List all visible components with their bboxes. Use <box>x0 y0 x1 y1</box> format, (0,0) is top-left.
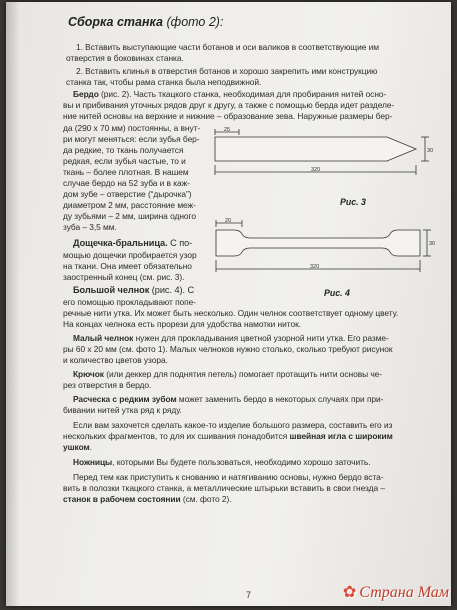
rascheska-text: может заменить бердо в некоторых случаях при при- <box>176 394 384 404</box>
berdo-line: дом зубе – отверстие (“дырочка”) <box>63 189 192 199</box>
bolshoe-paragraph-end <box>63 442 92 453</box>
intro-line: отверстия в боковинах станка. <box>66 53 184 63</box>
doshechka-line: мощью дощечки пробирается узор <box>63 250 197 260</box>
bolshoe-end: . <box>89 442 92 452</box>
page-number: 7 <box>246 590 252 600</box>
bolshoe-term: швейная игла с широким <box>289 431 393 441</box>
berdo-line: диаметром 2 мм, расстояние меж- <box>63 200 196 210</box>
heading-subtitle: (фото 2): <box>166 15 224 29</box>
chelnok-term: Большой челнок <box>73 285 150 295</box>
watermark <box>343 582 449 602</box>
final-paragraph-end <box>63 494 232 505</box>
intro-line: 2. Вставить клинья в отверстия ботанов и хорошо закрепить ими конструкцию <box>76 66 378 76</box>
fig3-dim-right: 30 <box>427 148 434 154</box>
chelnok-text: (рис. 4). С <box>149 285 195 295</box>
kryuchok-term: Крючок <box>73 369 104 379</box>
doshechka-paragraph-first <box>73 238 192 249</box>
berdo-term: Бердо <box>73 89 99 99</box>
figure-4-caption: Рис. 4 <box>324 288 350 298</box>
berdo-line: редкая, если зубья частые, то и <box>63 156 186 166</box>
intro-line: 1. Вставить выступающие части ботанов и оси валиков в соответствующие им <box>76 42 379 52</box>
bolshoe-line: Если вам захочется сделать какое-то изделие большого размера, составить его из <box>73 420 393 430</box>
berdo-line: да редкие, то ткань получается <box>63 145 184 155</box>
doshechka-line: на ткани. Она имеет обязательно <box>63 261 192 271</box>
doshechka-text: С по- <box>167 238 193 248</box>
fig4-dim-right: 30 <box>429 241 436 247</box>
rascheska-paragraph-first <box>73 394 383 405</box>
berdo-text: (рис. 2). Часть ткацкого станка, необходимая для пробирания нитей осно- <box>98 89 387 99</box>
berdo-line: да (290 х 70 мм) постоянны, а внут- <box>63 123 201 133</box>
berdo-line: ри могут меняться: если зубья бер- <box>63 134 200 144</box>
berdo-paragraph-first <box>73 89 386 100</box>
figure-3-caption: Рис. 3 <box>340 197 366 207</box>
fig4-dim-bottom: 320 <box>310 264 320 270</box>
fig3-dim-bottom: 320 <box>311 167 321 173</box>
maly-term: Малый челнок <box>73 333 134 343</box>
kryuchok-text: (или деккер для поднятия петель) помогает протащить нити основы че- <box>103 369 383 379</box>
flower-icon: ✿ <box>342 584 357 601</box>
fig4-dim-top: 20 <box>225 218 232 224</box>
maly-line: и количество цветов узора. <box>63 355 168 365</box>
final-end: (см. фото 2). <box>180 494 232 504</box>
maly-text: нужен для прокладывания цветной узорной нити утка. Его разме- <box>133 333 389 343</box>
berdo-line: ткань – более плотная. В нашем <box>63 167 189 177</box>
section-heading <box>68 15 223 29</box>
bolshoe-paragraph-second <box>63 431 393 442</box>
maly-paragraph-first <box>73 333 389 344</box>
maly-line: ры 60 х 20 мм (см. фото 1). Малых челноков нужно столько, сколько требуют рисунок <box>63 344 393 354</box>
chelnok-line: На концах челнока есть прорези для удобства намотки ниток. <box>63 319 301 329</box>
chelnok-paragraph-first <box>73 285 194 296</box>
doshechka-term: Дощечка-бральница. <box>73 238 168 248</box>
berdo-line: вы и прибивания уточных рядов друг к другу, а также с помощью берда идет разделе- <box>63 100 395 110</box>
intro-line: станка так, чтобы рама станка была неподвижной. <box>66 77 262 87</box>
kryuchok-paragraph-first <box>73 369 382 380</box>
nozhnitsy-paragraph <box>73 457 371 468</box>
rascheska-term: Расческа с редким зубом <box>73 394 177 404</box>
berdo-line: ние нитей основы на верхние и нижние – образование зева. Наружные размеры бер- <box>63 111 393 121</box>
nozhnitsy-term: Ножницы <box>73 457 113 467</box>
final-term: станок в рабочем состоянии <box>63 494 181 504</box>
nozhnitsy-text: , которыми Вы будете пользоваться, необходимо хорошо заточить. <box>112 457 371 467</box>
heading-title: Сборка станка <box>68 15 163 29</box>
kryuchok-line: рез отверстия в бердо. <box>63 380 152 390</box>
berdo-line: зуба – 3,5 мм. <box>63 222 117 232</box>
chelnok-line: его помощью прокладывают попе- <box>63 297 196 307</box>
chelnok-line: речные нити утка. Их может быть несколько. Один челнок соответствует одному цвету. <box>63 308 399 318</box>
fig3-dim-top: 25 <box>224 127 231 133</box>
final-line: Перед тем как приступить к снованию и натягиванию основы, нужно бердо вста- <box>73 472 384 482</box>
rascheska-line: бивании нитей утка ряд к ряду. <box>63 405 182 415</box>
book-page <box>6 2 451 606</box>
bolshoe-text: нескольких фрагментов, то для их сшивания понадобится <box>63 431 290 441</box>
final-line: вить в полозки ткацкого станка, а металлические штырьки вставить в свои гнезда – <box>63 483 385 493</box>
berdo-line: случае бердо на 52 зуба и в каж- <box>63 178 190 188</box>
watermark-text: Страна Мам <box>359 584 449 601</box>
berdo-line: ду зубьями – 2 мм, ширина одного <box>63 211 196 221</box>
page-gutter-shadow <box>6 2 20 606</box>
figure-3-drawing <box>211 125 441 187</box>
doshechka-line: заостренный конец (см. рис. 3). <box>63 272 185 282</box>
figure-4-drawing <box>210 214 442 278</box>
bolshoe-term2: ушком <box>63 442 90 452</box>
